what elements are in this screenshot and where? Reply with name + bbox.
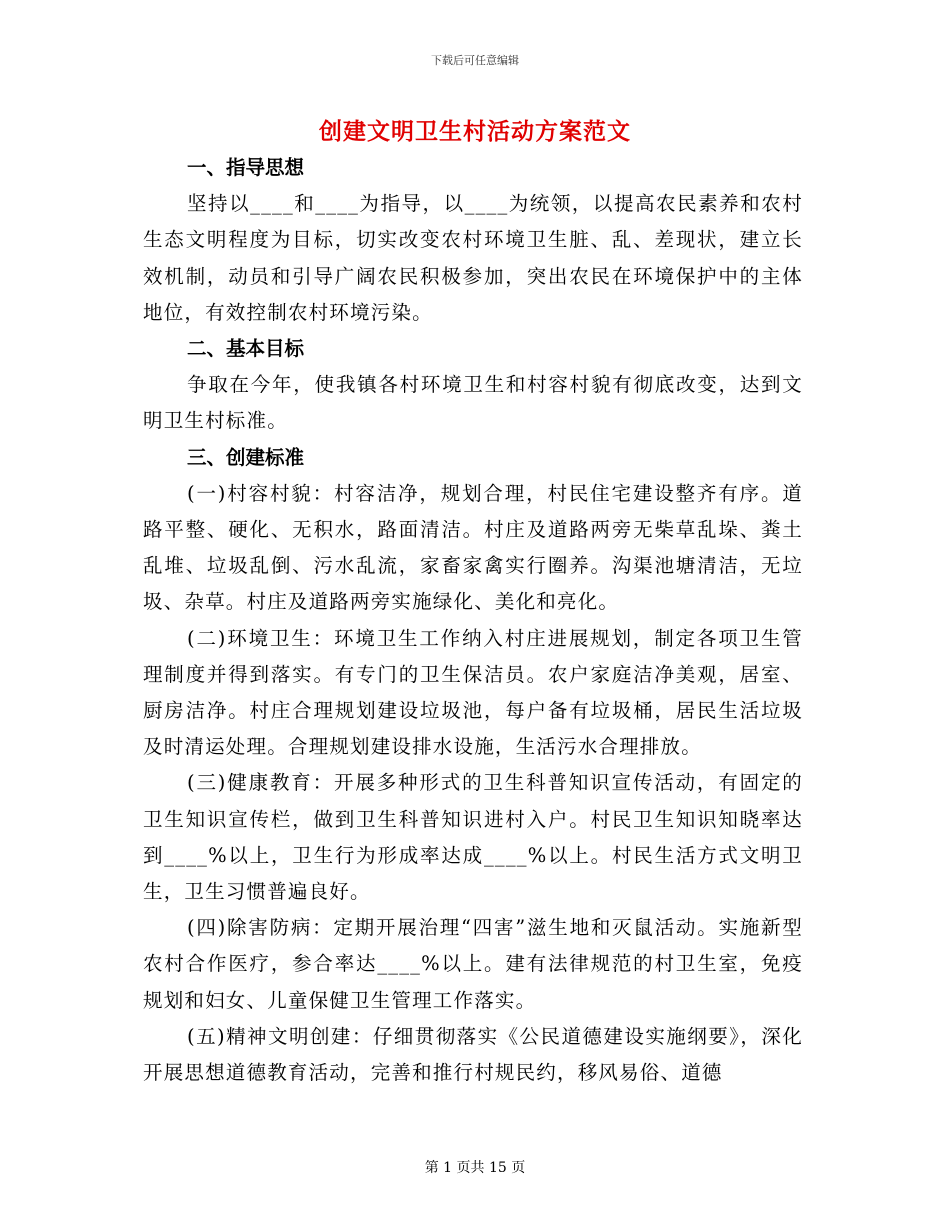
document-title: 创建文明卫生村活动方案范文: [319, 118, 631, 145]
section-heading-3: 三、创建标准: [187, 445, 305, 469]
paragraph-pest-disease-prevention: (四)除害防病：定期开展治理“四害”滋生地和灭鼠活动。实施新型农村合作医疗，参合率达____%以上。建有法律规范的村卫生室，免疫规划和妇女、儿童保健卫生管理工作落实。: [143, 916, 803, 1012]
paragraph-environment-hygiene: (二)环境卫生：环境卫生工作纳入村庄进展规划，制定各项卫生管理制度并得到落实。有专门的卫生保洁员。农户家庭洁净美观，居室、厨房洁净。村庄合理规划建设垃圾池，每户备有垃圾桶，居民生活垃圾及时清运处理。合理规划建设排水设施，生活污水合理排放。: [143, 626, 803, 759]
document-body: [143, 150, 803, 1091]
section-heading-1: 一、指导思想: [187, 156, 305, 179]
paragraph-guiding-thought: 坚持以____和____为指导，以____为统领，以提高农民素养和农村生态文明程度为目标，切实改变农村环境卫生脏、乱、差现状，建立长效机制，动员和引导广阔农民积极参加，突出农民在环境保护中的主体地位，有效控制农村环境污染。: [143, 192, 803, 324]
page-footer: 第 1 页共 15 页: [424, 1160, 526, 1176]
paragraph-village-appearance: (一)村容村貌：村容洁净，规划合理，村民住宅建设整齐有序。道路平整、硬化、无积水，路面清洁。村庄及道路两旁无柴草乱垛、粪土乱堆、垃圾乱倒、污水乱流，家畜家禽实行圈养。沟渠池塘清洁，无垃圾、杂草。村庄及道路两旁实施绿化、美化和亮化。: [143, 481, 803, 614]
paragraph-health-education: (三)健康教育：开展多种形式的卫生科普知识宣传活动，有固定的卫生知识宣传栏，做到卫生科普知识进村入户。村民卫生知识知晓率达到____%以上，卫生行为形成率达成____%以上。村民生活方式文明卫生，卫生习惯普遍良好。: [143, 771, 803, 904]
paragraph-spiritual-civilization: (五)精神文明创建：仔细贯彻落实《公民道德建设实施纲要》，深化开展思想道德教育活动，完善和推行村规民约，移风易俗、道德: [143, 1024, 803, 1085]
paragraph-basic-goal: 争取在今年，使我镇各村环境卫生和村容村貌有彻底改变，达到文明卫生村标准。: [143, 373, 803, 433]
section-heading-2: 二、基本目标: [187, 337, 305, 361]
top-note: 下载后可任意编辑: [431, 54, 519, 67]
